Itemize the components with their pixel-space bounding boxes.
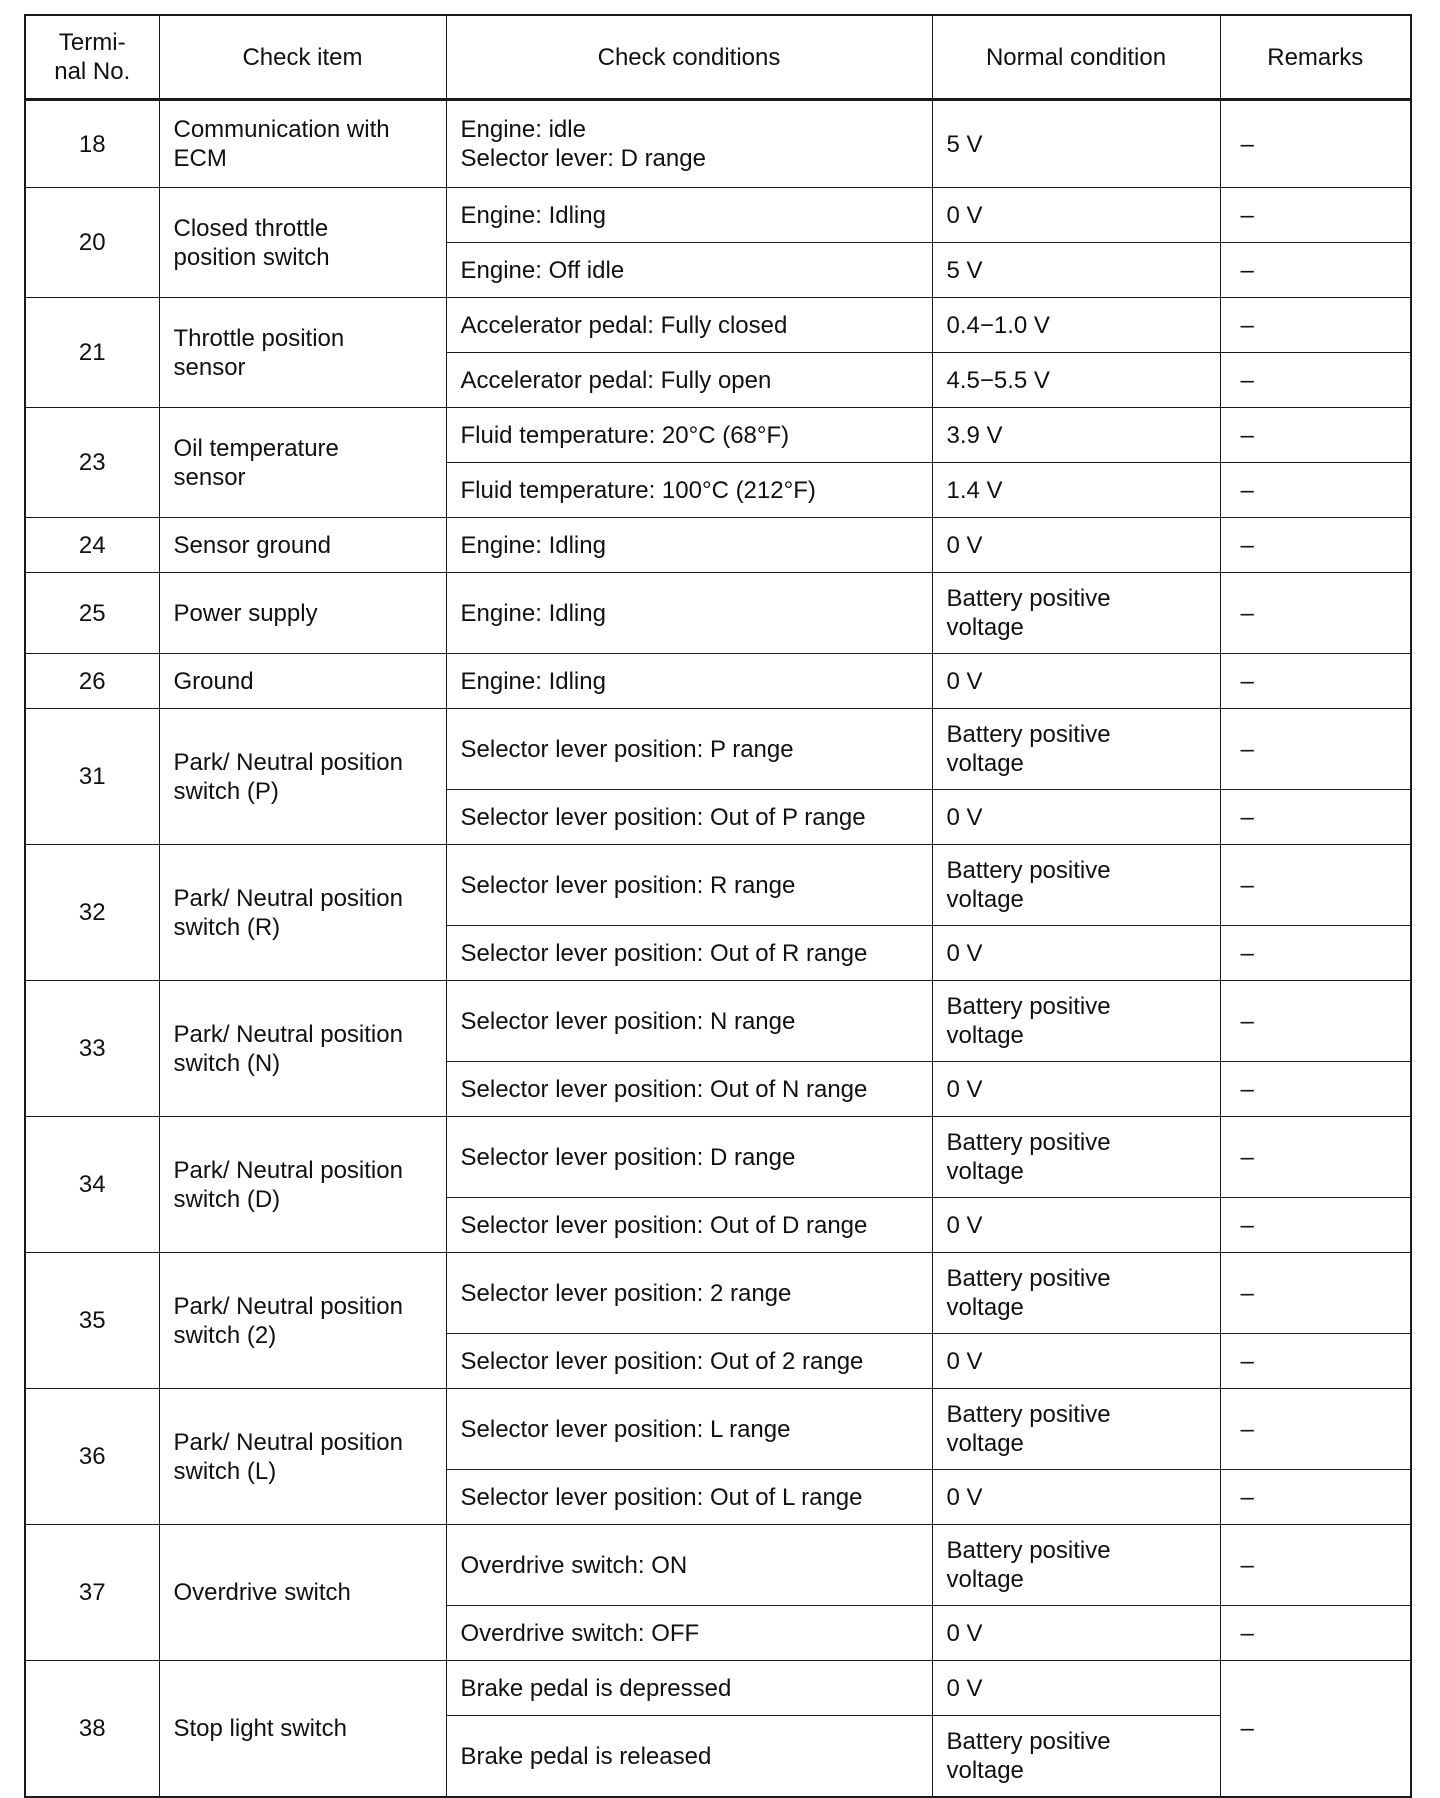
remarks-cell: – xyxy=(1220,463,1411,518)
terminal-check-table xyxy=(24,14,1412,1798)
terminal-number-cell: 36 xyxy=(25,1389,159,1525)
check-condition-cell: Selector lever position: Out of L range xyxy=(446,1470,932,1525)
normal-condition-cell: Battery positive voltage xyxy=(932,1389,1220,1470)
terminal-number-cell: 33 xyxy=(25,981,159,1117)
terminal-number-cell: 34 xyxy=(25,1117,159,1253)
normal-condition-cell: Battery positive voltage xyxy=(932,709,1220,790)
terminal-number-cell: 26 xyxy=(25,654,159,709)
normal-condition-cell: Battery positive voltage xyxy=(932,981,1220,1062)
remarks-cell: – xyxy=(1220,408,1411,463)
remarks-cell: – xyxy=(1220,298,1411,353)
table-row xyxy=(25,408,1411,463)
check-condition-cell: Selector lever position: N range xyxy=(446,981,932,1062)
check-item-cell: Park/ Neutral position switch (P) xyxy=(159,709,446,845)
remarks-cell: – xyxy=(1220,518,1411,573)
check-condition-cell: Selector lever position: Out of P range xyxy=(446,790,932,845)
remarks-cell: – xyxy=(1220,654,1411,709)
check-item-cell: Park/ Neutral position switch (2) xyxy=(159,1253,446,1389)
normal-condition-cell: Battery positive voltage xyxy=(932,1117,1220,1198)
remarks-cell: – xyxy=(1220,1253,1411,1334)
check-condition-cell: Engine: Idling xyxy=(446,188,932,243)
remarks-cell: – xyxy=(1220,1389,1411,1470)
table-row xyxy=(25,981,1411,1062)
terminal-number-cell: 25 xyxy=(25,573,159,654)
check-condition-cell: Brake pedal is released xyxy=(446,1716,932,1798)
header-normal-condition: Normal condition xyxy=(932,15,1220,100)
header-row xyxy=(25,15,1411,100)
terminal-number-cell: 23 xyxy=(25,408,159,518)
terminal-number-cell: 37 xyxy=(25,1525,159,1661)
check-item-cell: Overdrive switch xyxy=(159,1525,446,1661)
header-check-item: Check item xyxy=(159,15,446,100)
normal-condition-cell: 5 V xyxy=(932,243,1220,298)
table-row xyxy=(25,100,1411,188)
check-condition-cell: Selector lever position: Out of 2 range xyxy=(446,1334,932,1389)
normal-condition-cell: 0 V xyxy=(932,188,1220,243)
table-row xyxy=(25,518,1411,573)
table-row xyxy=(25,1661,1411,1716)
check-condition-cell: Selector lever position: L range xyxy=(446,1389,932,1470)
remarks-cell: – xyxy=(1220,1117,1411,1198)
check-item-cell: Stop light switch xyxy=(159,1661,446,1798)
normal-condition-cell: 0 V xyxy=(932,1470,1220,1525)
check-item-cell: Park/ Neutral position switch (R) xyxy=(159,845,446,981)
terminal-number-cell: 20 xyxy=(25,188,159,298)
check-condition-cell: Selector lever position: R range xyxy=(446,845,932,926)
remarks-cell: – xyxy=(1220,243,1411,298)
remarks-cell: – xyxy=(1220,1470,1411,1525)
check-condition-cell: Engine: Idling xyxy=(446,654,932,709)
check-item-cell: Throttle position sensor xyxy=(159,298,446,408)
normal-condition-cell: 0 V xyxy=(932,654,1220,709)
header-terminal-no: Termi- nal No. xyxy=(25,15,159,100)
normal-condition-cell: 0 V xyxy=(932,1334,1220,1389)
remarks-cell: – xyxy=(1220,100,1411,188)
check-condition-cell: Selector lever position: P range xyxy=(446,709,932,790)
check-condition-cell: Engine: Idling xyxy=(446,573,932,654)
remarks-cell: – xyxy=(1220,353,1411,408)
check-condition-cell: Selector lever position: Out of D range xyxy=(446,1198,932,1253)
remarks-cell: – xyxy=(1220,981,1411,1062)
check-item-cell: Park/ Neutral position switch (L) xyxy=(159,1389,446,1525)
normal-condition-cell: 0 V xyxy=(932,1606,1220,1661)
check-item-cell: Park/ Neutral position switch (N) xyxy=(159,981,446,1117)
remarks-cell: – xyxy=(1220,1334,1411,1389)
remarks-cell: – xyxy=(1220,188,1411,243)
check-item-cell: Oil temperature sensor xyxy=(159,408,446,518)
terminal-number-cell: 32 xyxy=(25,845,159,981)
normal-condition-cell: 0 V xyxy=(932,926,1220,981)
check-condition-cell: Selector lever position: Out of N range xyxy=(446,1062,932,1117)
check-item-cell: Ground xyxy=(159,654,446,709)
remarks-cell: – xyxy=(1220,790,1411,845)
check-condition-cell: Engine: Idling xyxy=(446,518,932,573)
normal-condition-cell: 0.4−1.0 V xyxy=(932,298,1220,353)
normal-condition-cell: 0 V xyxy=(932,790,1220,845)
check-item-cell: Park/ Neutral position switch (D) xyxy=(159,1117,446,1253)
table-row xyxy=(25,1525,1411,1606)
terminal-number-cell: 21 xyxy=(25,298,159,408)
normal-condition-cell: 3.9 V xyxy=(932,408,1220,463)
check-condition-cell: Fluid temperature: 100°C (212°F) xyxy=(446,463,932,518)
table-row xyxy=(25,709,1411,790)
remarks-cell: – xyxy=(1220,1661,1411,1798)
normal-condition-cell: Battery positive voltage xyxy=(932,845,1220,926)
check-condition-cell: Engine: idle Selector lever: D range xyxy=(446,100,932,188)
check-condition-cell: Selector lever position: 2 range xyxy=(446,1253,932,1334)
terminal-number-cell: 18 xyxy=(25,100,159,188)
table-body xyxy=(25,100,1411,1798)
check-item-cell: Sensor ground xyxy=(159,518,446,573)
check-condition-cell: Accelerator pedal: Fully closed xyxy=(446,298,932,353)
check-condition-cell: Brake pedal is depressed xyxy=(446,1661,932,1716)
normal-condition-cell: Battery positive voltage xyxy=(932,573,1220,654)
table-row xyxy=(25,298,1411,353)
normal-condition-cell: Battery positive voltage xyxy=(932,1253,1220,1334)
normal-condition-cell: 1.4 V xyxy=(932,463,1220,518)
check-item-cell: Communication with ECM xyxy=(159,100,446,188)
remarks-cell: – xyxy=(1220,926,1411,981)
normal-condition-cell: 0 V xyxy=(932,518,1220,573)
terminal-number-cell: 24 xyxy=(25,518,159,573)
terminal-number-cell: 35 xyxy=(25,1253,159,1389)
normal-condition-cell: 5 V xyxy=(932,100,1220,188)
check-condition-cell: Selector lever position: D range xyxy=(446,1117,932,1198)
normal-condition-cell: 0 V xyxy=(932,1198,1220,1253)
table-row xyxy=(25,1117,1411,1198)
remarks-cell: – xyxy=(1220,1198,1411,1253)
remarks-cell: – xyxy=(1220,709,1411,790)
check-condition-cell: Overdrive switch: ON xyxy=(446,1525,932,1606)
check-condition-cell: Fluid temperature: 20°C (68°F) xyxy=(446,408,932,463)
table-row xyxy=(25,1253,1411,1334)
table-row xyxy=(25,188,1411,243)
remarks-cell: – xyxy=(1220,1606,1411,1661)
check-condition-cell: Overdrive switch: OFF xyxy=(446,1606,932,1661)
remarks-cell: – xyxy=(1220,573,1411,654)
table-row xyxy=(25,573,1411,654)
check-condition-cell: Selector lever position: Out of R range xyxy=(446,926,932,981)
normal-condition-cell: Battery positive voltage xyxy=(932,1525,1220,1606)
check-item-cell: Closed throttle position switch xyxy=(159,188,446,298)
normal-condition-cell: Battery positive voltage xyxy=(932,1716,1220,1798)
table-row xyxy=(25,845,1411,926)
header-check-conditions: Check conditions xyxy=(446,15,932,100)
normal-condition-cell: 4.5−5.5 V xyxy=(932,353,1220,408)
remarks-cell: – xyxy=(1220,845,1411,926)
check-item-cell: Power supply xyxy=(159,573,446,654)
table-header xyxy=(25,15,1411,100)
terminal-number-cell: 38 xyxy=(25,1661,159,1798)
check-condition-cell: Accelerator pedal: Fully open xyxy=(446,353,932,408)
normal-condition-cell: 0 V xyxy=(932,1062,1220,1117)
normal-condition-cell: 0 V xyxy=(932,1661,1220,1716)
table-row xyxy=(25,654,1411,709)
check-condition-cell: Engine: Off idle xyxy=(446,243,932,298)
header-remarks: Remarks xyxy=(1220,15,1411,100)
table-row xyxy=(25,1389,1411,1470)
remarks-cell: – xyxy=(1220,1062,1411,1117)
remarks-cell: – xyxy=(1220,1525,1411,1606)
terminal-number-cell: 31 xyxy=(25,709,159,845)
